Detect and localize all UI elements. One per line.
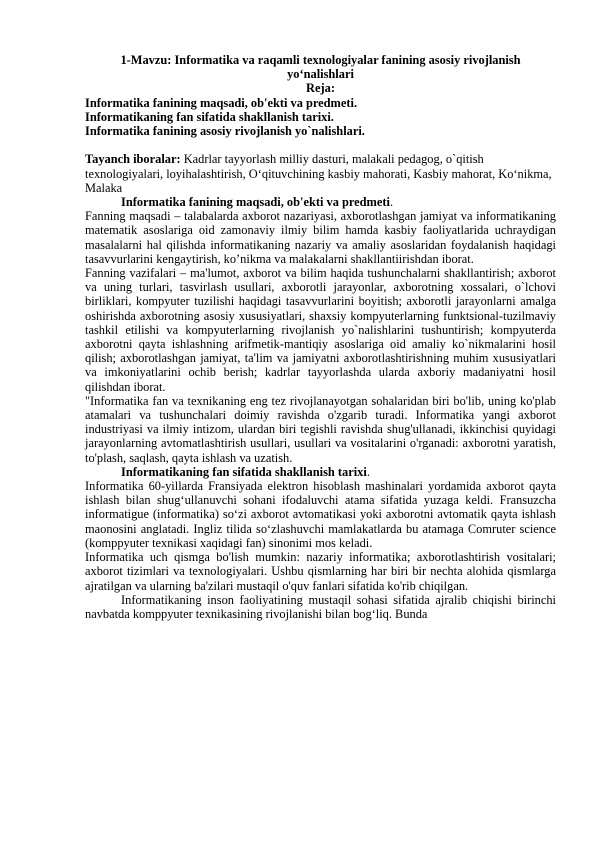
document-page [85,53,556,621]
section-2-paragraph: Informatika uch qismga bo'lish mumkin: nazariy informatika; axborotlashtirish vositalari; axborot tizimlari va texnologiyalari. Ushbu qismlarning har biri bir nechta alohida qismlarga ajratilgan va ularning ba'zilari mustaqil o'quv fanlari sifatida ko'rib chiqilgan. [85,550,556,593]
section-1-heading [85,195,556,209]
plan-item: Informatika fanining asosiy rivojlanish yo`nalishlari. [85,124,365,139]
section-1-heading-text: Informatika fanining maqsadi, ob'ekti va predmeti [121,195,390,210]
plan-item: Informatikaning fan sifatida shakllanish tarixi. [85,109,334,124]
section-2-heading-suffix: . [366,464,370,479]
document-title [85,53,556,81]
section-1-paragraph: "Informatika fan va texnikaning eng tez rivojlanayotgan sohalaridan biri bo'lib, uning ko'plab atamalari va tushunchalari doimiy ravishda o'zgarib turadi. Informatika yangi axborot industriyasi va ilmiy intizom, ulardan biri tegishli ravishda shug'ullanadi, ikkinchisi quyidagi jarayonlarning avtomatlashtirish usullari, usullari va vositalarini o'rganadi: axborotni yaratish, to'plash, saqlash, qayta ishlash va uzatish. [85,393,556,465]
section-1-paragraph: Fanning vazifalari – ma'lumot, axborot va bilim haqida tushunchalarni shakllantirish; axborot va uning turlari, tasvirlash usullari, axborotli jarayonlar, axborotning xossalari, o`lchovi birliklari, kompyuter tuzilishi haqidagi tasavvurlarini boyitish; axborotli jarayonlarni amalga oshirishda axborotning asosiy xususiyatlari, shaxsiy kompyuterlarning funktsional-tuzilmaviy tashkil etilishi va kompyuterlarning rivojlanish yo`nalishlarini tushuntirish; kompyuterda axborotni qayta ishlashning arifmetik-mantiqiy asoslariga oid amaliy ko`nikmalarini hosil qilish; axborotlashgan jamiyat, ta'lim va jamiyatni axborotlashtirishning muhim xususiyatlari va imkoniyatlarini ochib berish; kadrlar tayyorlashda ularda axboriy madaniyatni hosil qilishdan iborat. [85,266,556,394]
plan-item: Informatika fanining maqsadi, ob'ekti va predmeti. [85,95,358,110]
keywords-text: Kadrlar tayyorlash milliy dasturi, malakali pedagog, o`qitish texnologiyalari, loyihalashtirish, O‘qituvchining kasbiy mahorati, Kasbiy mahorat, Ko‘nikma, Malaka [85,152,552,195]
section-1-heading-suffix: . [389,195,394,210]
section-2-indented-paragraph: Informatikaning inson faoliyatining mustaqil sohasi sifatida ajralib chiqishi birinchi navbatda komppyuter texnikasining rivojlanishi bilan bog‘liq. Bunda [85,592,556,621]
title-line-2: yo‘nalishlari [287,67,354,82]
section-2-paragraph: Informatika 60-yillarda Fransiyada elektron hisoblash mashinalari yordamida axborot qayta ishlash bilan shug‘ullanuvchi sohani ifodaluvchi atama sifatida yuzaga keldi. Fransuzcha informatigue (informatika) so‘zi axborot avtomatikasi yoki axborotni avtomatik qayta ishlash maonosini anglatadi. Ingliz tilida so‘zlashuvchi mamlakatlarda bu atamaga Comruter science (komppyuter texnikasi xaqidagi fan) sinonimi mos keladi. [85,479,556,550]
section-1-paragraph: Fanning maqsadi – talabalarda axborot nazariyasi, axborotlashgan jamiyat va informatikaning matematik asoslariga oid zamonaviy ilmiy bilim hamda kasbiy faoliyatlarida uchraydigan masalalarni hal qilishda informatikaning nazariy va amaliy asoslaridan foydalanish haqidagi tasavvurlarini kengaytirish, ko’nikma va malakalarni shakllantiirishdan iborat. [85,209,556,266]
section-2-heading-text: Informatikaning fan sifatida shakllanish tarixi [121,464,367,479]
keywords-paragraph [85,152,556,195]
plan-heading: Reja: [306,81,335,96]
plan-list [85,96,556,139]
section-2-heading [85,465,556,479]
keywords-label: Tayanch iboralar: [85,152,181,167]
title-line-1: 1-Mavzu: Informatika va raqamli texnologiyalar fanining asosiy rivojlanish [120,53,521,67]
